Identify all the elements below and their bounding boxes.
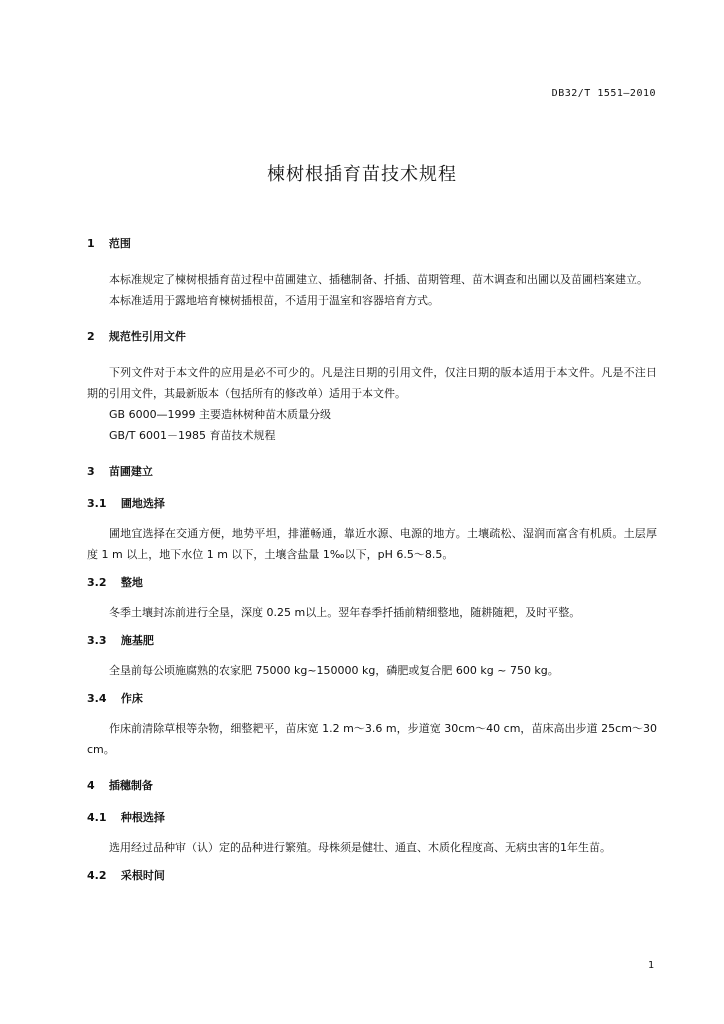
paragraph: 全垦前每公顷施腐熟的农家肥 75000 kg~150000 kg，磷肥或复合肥 600 kg ~ 750 kg。 [109,664,559,677]
paragraph: 圃地宜选择在交通方便，地势平坦，排灌畅通，靠近水源、电源的地方。土壤疏松、湿润而富含有机质。土层厚度 1 m 以上，地下水位 1 m 以下，土壤含盐量 1‰以下，pH 6.5～8.5。 [87,527,657,561]
section-title: 范围 [108,237,131,250]
section-3 [87,464,657,760]
subsection-number: 3.2 [87,576,107,589]
paragraph: 本标准规定了楝树根插育苗过程中苗圃建立、插穗制备、扦插、苗期管理、苗木调查和出圃以及苗圃档案建立。 [109,273,648,286]
section-2 [87,329,657,446]
subsection-title: 种根选择 [120,811,165,824]
page-number: 1 [647,960,654,971]
standard-code: DB32/T 1551—2010 [551,88,656,99]
section-1 [87,236,657,311]
section-number: 3 [87,465,95,478]
subsection-number: 4.1 [87,811,107,824]
subsection-heading [87,691,657,707]
subsection-heading [87,633,657,649]
document-body [87,236,657,884]
section-title: 插穗制备 [108,779,153,792]
paragraph: 下列文件对于本文件的应用是必不可少的。凡是注日期的引用文件，仅注日期的版本适用于本文件。凡是不注日期的引用文件，其最新版本（包括所有的修改单）适用于本文件。 [87,366,657,400]
subsection-heading [87,575,657,591]
subsection-title: 整地 [120,576,143,589]
subsection-heading [87,496,657,512]
subsection-number: 3.1 [87,497,107,510]
subsection-number: 4.2 [87,869,107,882]
subsection-title: 圃地选择 [120,497,165,510]
section-number: 4 [87,779,95,792]
section-number: 2 [87,330,95,343]
paragraph: 作床前清除草根等杂物，细整耙平，苗床宽 1.2 m～3.6 m，步道宽 30cm～40 cm，苗床高出步道 25cm～30 cm。 [87,722,657,756]
subsection-title: 施基肥 [120,634,154,647]
subsection-heading [87,810,657,826]
subsection-heading [87,868,657,884]
reference-item: GB 6000—1999 主要造林树种苗木质量分级 [109,408,332,421]
section-4 [87,778,657,884]
paragraph: 本标准适用于露地培育楝树插根苗，不适用于温室和容器培育方式。 [109,294,439,307]
subsection-title: 采根时间 [120,869,165,882]
subsection-number: 3.4 [87,692,107,705]
reference-item: GB/T 6001－1985 育苗技术规程 [109,429,276,442]
section-heading [87,236,657,252]
section-title: 苗圃建立 [108,465,153,478]
section-heading [87,778,657,794]
section-heading [87,329,657,345]
paragraph: 冬季土壤封冻前进行全垦，深度 0.25 m以上。翌年春季扦插前精细整地，随耕随耙，及时平整。 [109,606,581,619]
subsection-number: 3.3 [87,634,107,647]
section-title: 规范性引用文件 [108,330,186,343]
section-number: 1 [87,237,95,250]
document-title: 楝树根插育苗技术规程 [267,164,457,185]
paragraph: 选用经过品种审（认）定的品种进行繁殖。母株须是健壮、通直、木质化程度高、无病虫害的1年生苗。 [109,841,611,854]
section-heading [87,464,657,480]
subsection-title: 作床 [120,692,143,705]
